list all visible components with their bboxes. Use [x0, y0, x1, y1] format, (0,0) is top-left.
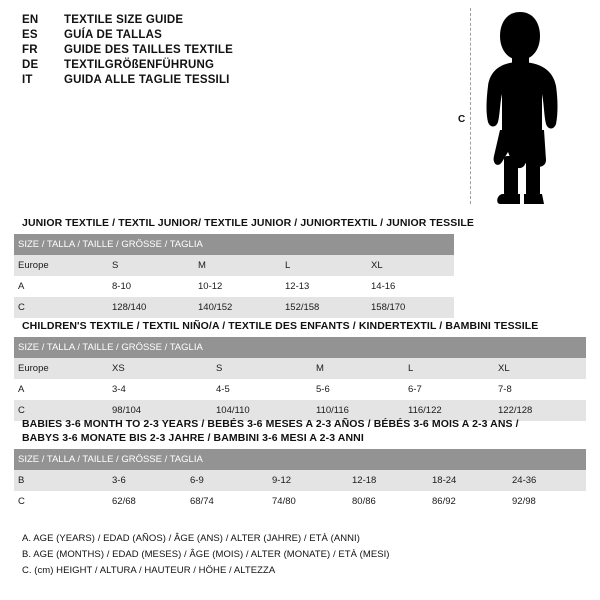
cell: 14-16 — [367, 276, 454, 297]
cell: 8-10 — [108, 276, 194, 297]
cell: 12-18 — [348, 470, 428, 491]
row-label: Europe — [14, 358, 108, 379]
cell: 110/116 — [312, 400, 404, 421]
language-code: FR — [22, 44, 38, 56]
junior-size-table — [14, 234, 454, 318]
cell: 18-24 — [428, 470, 508, 491]
legend-line-b: B. AGE (MONTHS) / EDAD (MESES) / ÂGE (MOIS) / ALTER (MONATE) / ETÀ (MESI) — [22, 549, 390, 560]
row-label: C — [14, 400, 108, 421]
cell: 10-12 — [194, 276, 281, 297]
cell: 158/170 — [367, 297, 454, 318]
table-header-label: SIZE / TALLA / TAILLE / GRÖSSE / TAGLIA — [14, 449, 586, 470]
table-row — [14, 297, 454, 318]
height-figure — [452, 8, 592, 208]
cell: 24-36 — [508, 470, 586, 491]
cell: 12-13 — [281, 276, 367, 297]
row-label: A — [14, 379, 108, 400]
cell: 128/140 — [108, 297, 194, 318]
table-row — [14, 358, 586, 379]
babies-size-table — [14, 449, 586, 512]
language-header — [22, 14, 422, 89]
cell: 152/158 — [281, 297, 367, 318]
table-row — [14, 491, 586, 512]
height-measure-label: C — [458, 114, 466, 125]
cell: 98/104 — [108, 400, 212, 421]
language-row-en — [22, 14, 422, 26]
language-code: ES — [22, 29, 38, 41]
toddler-silhouette-icon — [482, 10, 592, 208]
cell: 5-6 — [312, 379, 404, 400]
table-header-label: SIZE / TALLA / TAILLE / GRÖSSE / TAGLIA — [14, 234, 454, 255]
cell: 3-4 — [108, 379, 212, 400]
table-header-row — [14, 449, 586, 470]
cell: 116/122 — [404, 400, 494, 421]
children-size-table — [14, 337, 586, 421]
cell: 4-5 — [212, 379, 312, 400]
cell: 86/92 — [428, 491, 508, 512]
language-row-it — [22, 74, 422, 86]
language-row-fr — [22, 44, 422, 56]
cell: 140/152 — [194, 297, 281, 318]
language-title: GUIDA ALLE TAGLIE TESSILI — [64, 74, 230, 86]
table-row — [14, 379, 586, 400]
section-title-babies-line2: BABYS 3-6 MONATE BIS 2-3 JAHRE / BAMBINI 3-6 MESI A 2-3 ANNI — [22, 432, 364, 444]
cell: 6-7 — [404, 379, 494, 400]
row-label: C — [14, 297, 108, 318]
language-code: IT — [22, 74, 33, 86]
language-code: EN — [22, 14, 39, 26]
cell: M — [194, 255, 281, 276]
row-label: Europe — [14, 255, 108, 276]
cell: 3-6 — [108, 470, 186, 491]
cell: L — [404, 358, 494, 379]
language-title: TEXTILGRÖßENFÜHRUNG — [64, 59, 215, 71]
table-row — [14, 276, 454, 297]
cell: XL — [494, 358, 586, 379]
cell: S — [108, 255, 194, 276]
cell: 80/86 — [348, 491, 428, 512]
section-title-junior: JUNIOR TEXTILE / TEXTIL JUNIOR/ TEXTILE JUNIOR / JUNIORTEXTIL / JUNIOR TESSILE — [22, 217, 474, 229]
table-header-row — [14, 234, 454, 255]
table-row — [14, 470, 586, 491]
row-label: C — [14, 491, 108, 512]
cell: M — [312, 358, 404, 379]
cell: 9-12 — [268, 470, 348, 491]
cell: S — [212, 358, 312, 379]
cell: XL — [367, 255, 454, 276]
table-header-label: SIZE / TALLA / TAILLE / GRÖSSE / TAGLIA — [14, 337, 586, 358]
language-title: GUÍA DE TALLAS — [64, 29, 162, 41]
section-title-babies-line1: BABIES 3-6 MONTH TO 2-3 YEARS / BEBÉS 3-6 MESES A 2-3 AÑOS / BÉBÉS 3-6 MOIS A 2-3 ANS / — [22, 418, 519, 430]
table-row — [14, 255, 454, 276]
cell: XS — [108, 358, 212, 379]
cell: 7-8 — [494, 379, 586, 400]
cell: 92/98 — [508, 491, 586, 512]
cell: 104/110 — [212, 400, 312, 421]
section-title-children: CHILDREN'S TEXTILE / TEXTIL NIÑO/A / TEXTILE DES ENFANTS / KINDERTEXTIL / BAMBINI TESSILE — [22, 320, 539, 332]
cell: 68/74 — [186, 491, 268, 512]
row-label: B — [14, 470, 108, 491]
language-row-de — [22, 59, 422, 71]
legend-line-c: C. (cm) HEIGHT / ALTURA / HAUTEUR / HÖHE / ALTEZZA — [22, 565, 276, 576]
cell: 122/128 — [494, 400, 586, 421]
cell: 62/68 — [108, 491, 186, 512]
cell: 6-9 — [186, 470, 268, 491]
language-row-es — [22, 29, 422, 41]
cell: L — [281, 255, 367, 276]
legend-line-a: A. AGE (YEARS) / EDAD (AÑOS) / ÂGE (ANS) / ALTER (JAHRE) / ETÀ (ANNI) — [22, 533, 360, 544]
row-label: A — [14, 276, 108, 297]
language-code: DE — [22, 59, 39, 71]
language-title: GUIDE DES TAILLES TEXTILE — [64, 44, 233, 56]
language-title: TEXTILE SIZE GUIDE — [64, 14, 184, 26]
cell: 74/80 — [268, 491, 348, 512]
table-header-row — [14, 337, 586, 358]
height-dashed-line — [470, 8, 471, 204]
